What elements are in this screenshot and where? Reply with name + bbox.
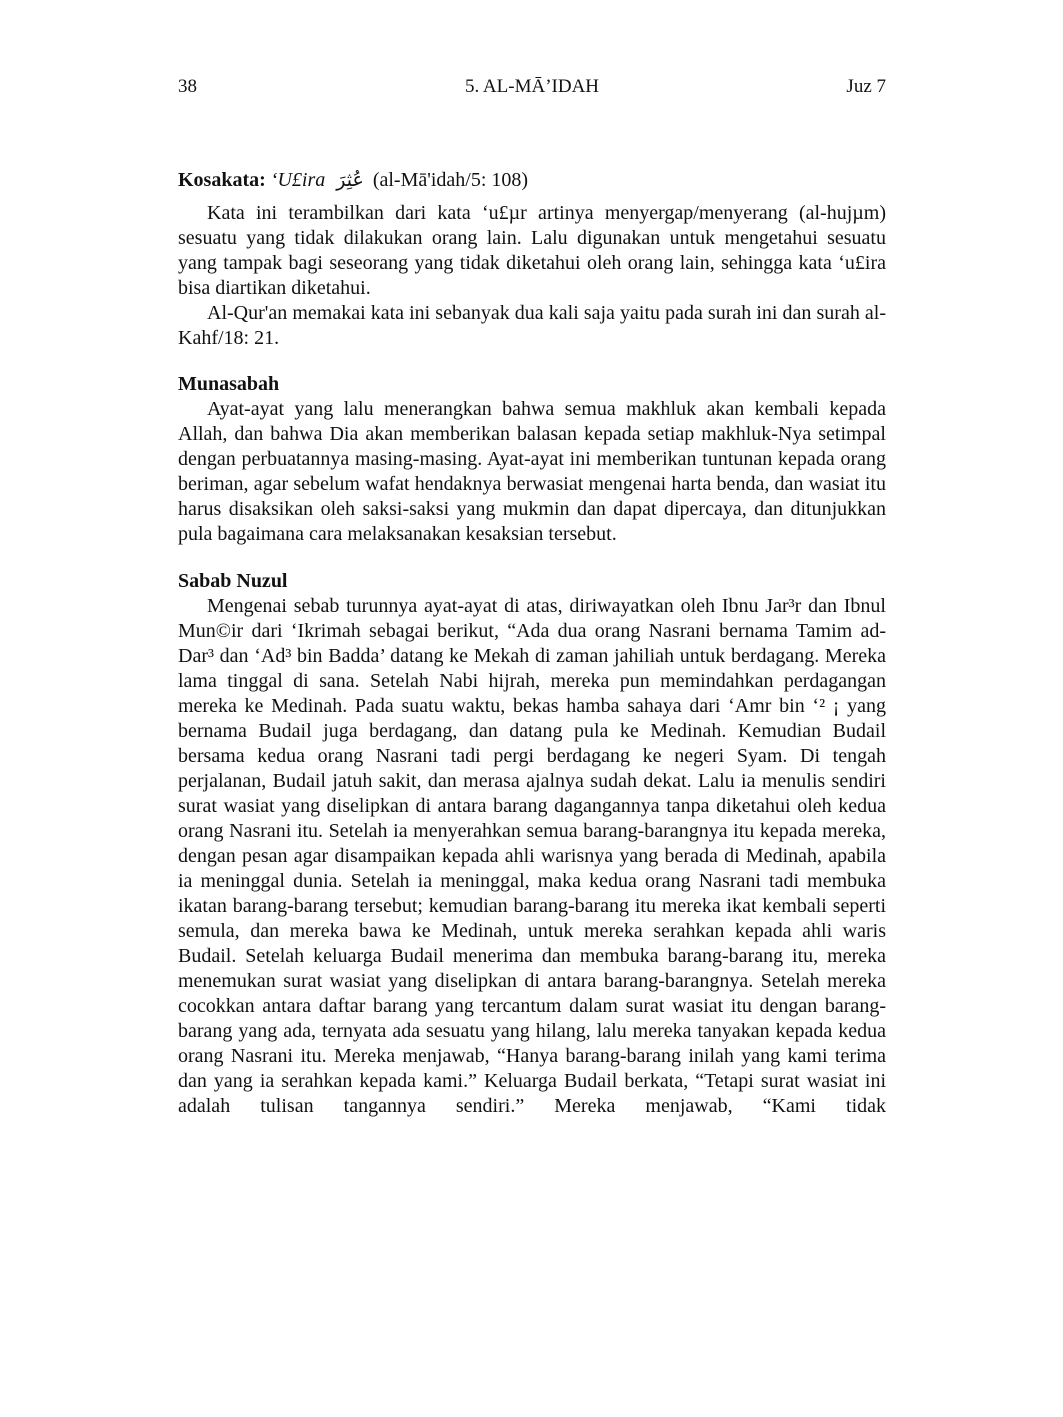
juz-label: Juz 7 — [846, 76, 886, 97]
page-number: 38 — [178, 76, 197, 97]
kosakata-term: ‘U£ira — [270, 169, 326, 191]
sabab-nuzul-paragraph: Mengenai sebab turunnya ayat-ayat di atas, diriwayatkan oleh Ibnu Jar³r dan Ibnul Mun©ir dari ‘Ikrimah sebagai berikut, “Ada dua orang Nasrani bernama Tamim ad-Dar³ dan ‘Ad³ bin Badda’ datang ke Mekah di zaman jahiliah untuk berdagang. Mereka lama tinggal di sana. Setelah Nabi hijrah, mereka pun memindahkan perdagangan mereka ke Medinah. Pada suatu waktu, bekas hamba sahaya dari ‘Amr bin ‘² ¡ yang bernama Budail juga berdagang, dan datang pula ke Medinah. Kemudian Budail bersama kedua orang Nasrani tadi pergi berdagang ke negeri Syam. Di tengah perjalanan, Budail jatuh sakit, dan merasa ajalnya sudah dekat. Lalu ia menulis sendiri surat wasiat yang diselipkan di antara barang dagangannya tanpa diketahui oleh kedua orang Nasrani itu. Setelah ia menyerahkan semua barang-barangnya itu kepada mereka, dengan pesan agar disampaikan kepada ahli warisnya yang berada di Medinah, apabila ia meninggal dunia. Setelah ia meninggal, maka kedua orang Nasrani tadi membuka ikatan barang-barang tersebut; kemudian barang-barang itu mereka ikat kembali seperti semula, dan mereka bawa ke Medinah, untuk mereka serahkan kepada ahli waris Budail. Setelah keluarga Budail menerima dan membuka barang-barang itu, mereka menemukan surat wasiat yang diselipkan di antara barang-barangnya. Setelah mereka cocokkan antara daftar barang yang tercantum dalam surat wasiat itu dengan barang-barang yang ada, ternyata ada sesuatu yang hilang, lalu mereka tanyakan kepada kedua orang Nasrani itu. Mereka menjawab, “Hanya barang-barang inilah yang kami terima dan yang ia serahkan kepada kami.” Keluarga Budail berkata, “Tetapi surat wasiat ini adalah tulisan tangannya sendiri.” Mereka menjawab, “Kami tidak — [178, 595, 886, 1117]
kosakata-paragraph-2: Al-Qur'an memakai kata ini sebanyak dua kali saja yaitu pada surah ini dan surah al-Kahf/18: 21. — [178, 302, 886, 349]
running-header — [178, 76, 886, 102]
kosakata-heading — [178, 168, 886, 193]
kosakata-label: Kosakata: — [178, 169, 266, 191]
chapter-title: 5. AL-MĀ’IDAH — [464, 76, 600, 97]
sabab-nuzul-heading: Sabab Nuzul — [178, 570, 288, 592]
kosakata-arabic: عُثِرَ — [336, 169, 364, 191]
kosakata-reference: (al-Mā'idah/5: 108) — [372, 169, 529, 191]
munasabah-paragraph: Ayat-ayat yang lalu menerangkan bahwa semua makhluk akan kembali kepada Allah, dan bahwa Dia akan memberikan balasan kepada setiap makhluk-Nya setimpal dengan perbuatannya masing-masing. Ayat-ayat ini memberikan tuntunan kepada orang beriman, agar sebelum wafat hendaknya berwasiat mengenai harta benda, dan wasiat itu harus disaksikan oleh saksi-saksi yang mukmin dan dapat dipercaya, dan ditunjukkan pula bagaimana cara melaksanakan kesaksian tersebut. — [178, 398, 886, 545]
page-content — [178, 168, 886, 1119]
kosakata-paragraph-1: Kata ini terambilkan dari kata ‘u£µr artinya menyergap/menyerang (al-hujµm) sesuatu yang tidak dilakukan orang lain. Lalu digunakan untuk mengetahui sesuatu yang tampak bagi seseorang yang tidak diketahui oleh orang lain, sehingga kata ‘u£ira bisa diartikan diketahui. — [178, 202, 886, 299]
munasabah-heading: Munasabah — [178, 373, 280, 395]
